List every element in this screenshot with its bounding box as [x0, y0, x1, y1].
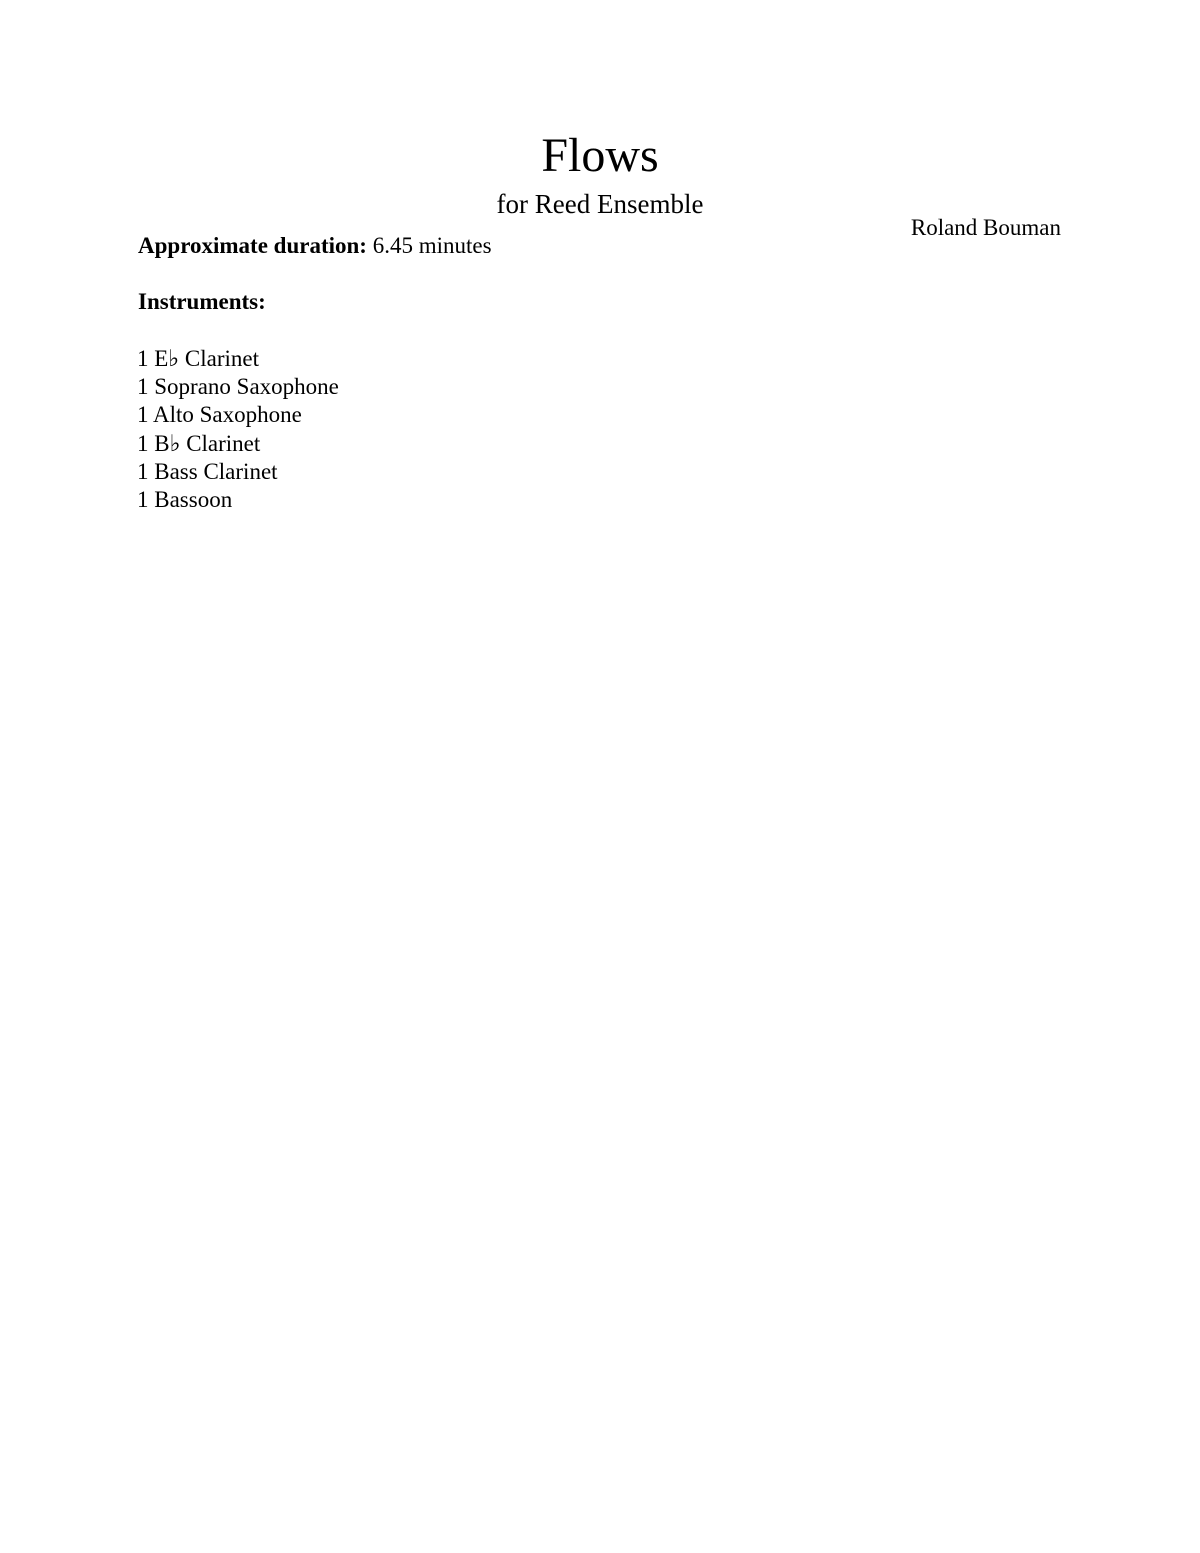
duration-value: 6.45 minutes	[372, 233, 492, 258]
instruments-heading: Instruments:	[138, 289, 266, 314]
page-subtitle: for Reed Ensemble	[496, 189, 704, 219]
page-title: Flows	[541, 129, 659, 182]
instrument-item: 1 Alto Saxophone	[137, 402, 302, 428]
duration-label: Approximate duration:	[138, 233, 367, 258]
instrument-item: 1 B♭ Clarinet	[137, 430, 261, 456]
instrument-list	[137, 345, 339, 514]
composer-name: Roland Bouman	[910, 215, 1061, 240]
duration-line	[138, 231, 492, 261]
instrument-item: 1 Soprano Saxophone	[137, 374, 339, 400]
instrument-item: 1 Bass Clarinet	[137, 458, 278, 484]
instrument-item: 1 E♭ Clarinet	[137, 346, 259, 371]
instrument-item: 1 Bassoon	[137, 487, 233, 513]
